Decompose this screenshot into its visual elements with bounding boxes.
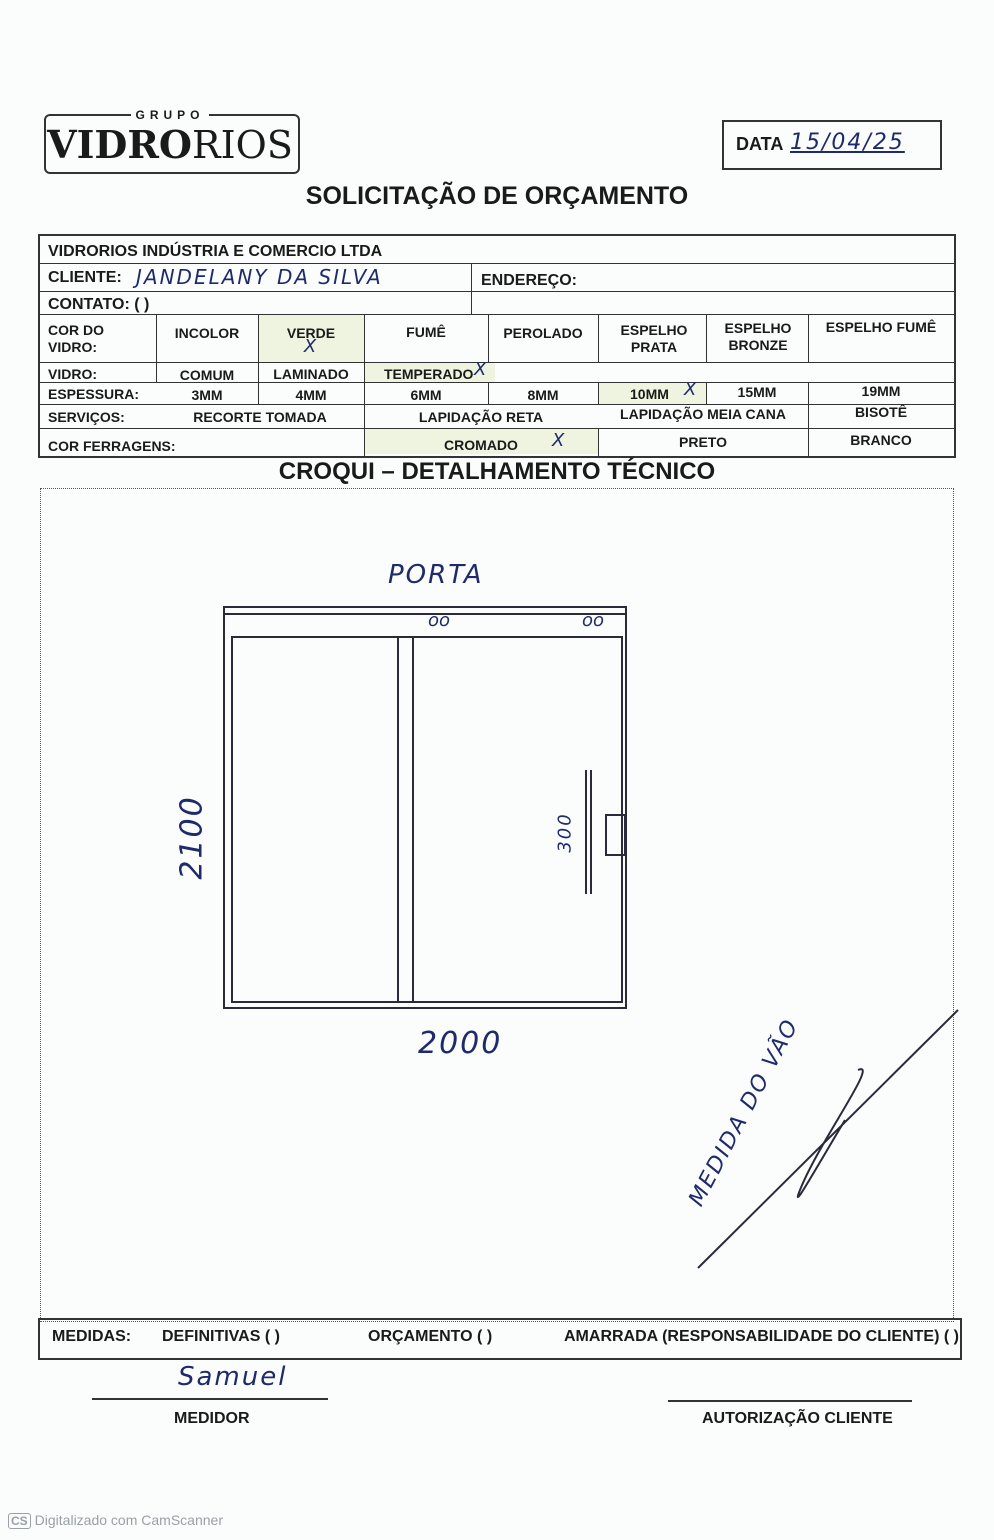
medidas-label: MEDIDAS: — [52, 1328, 132, 1345]
cliente-label: AUTORIZAÇÃO CLIENTE — [702, 1410, 893, 1427]
date-value: 15/04/25 — [790, 130, 905, 155]
servicos-label: SERVIÇOS: — [48, 409, 125, 425]
option-laminado: LAMINADO — [273, 366, 349, 382]
option-cromado: CROMADO — [444, 437, 518, 453]
option-definitivas: DEFINITIVAS ( ) — [162, 1328, 280, 1345]
croqui-width-label: 2000 — [418, 1026, 503, 1061]
espessura-label: ESPESSURA: — [48, 386, 140, 402]
croqui-top-label: PORTA — [388, 560, 484, 590]
option-fume: FUMÊ — [406, 324, 446, 340]
option-6mm: 6MM — [410, 387, 442, 403]
option-comum: COMUM — [179, 367, 235, 383]
option-branco: BRANCO — [850, 432, 912, 448]
option-espelho-fume: ESPELHO FUMÊ — [825, 319, 937, 335]
option-orcamento: ORÇAMENTO ( ) — [368, 1328, 493, 1345]
date-label: DATA — [736, 134, 784, 154]
option-temperado: TEMPERADO — [384, 366, 474, 382]
option-perolado: PEROLADO — [503, 325, 583, 341]
company-name: VIDRORIOS INDÚSTRIA E COMERCIO LTDA — [48, 243, 383, 260]
croqui-title: CROQUI – DETALHAMENTO TÉCNICO — [278, 458, 716, 485]
option-4mm: 4MM — [295, 387, 327, 403]
option-8mm: 8MM — [527, 387, 559, 403]
contato-label: CONTATO: ( ) — [48, 296, 150, 313]
option-amarrada: AMARRADA (RESPONSABILIDADE DO CLIENTE) ( ) — [564, 1328, 959, 1345]
croqui-height-label: 2100 — [174, 795, 210, 880]
option-15mm: 15MM — [737, 384, 777, 400]
option-recorte-tomada: RECORTE TOMADA — [193, 409, 327, 425]
option-incolor: INCOLOR — [174, 325, 240, 341]
mark-temperado: X — [474, 359, 489, 380]
option-bisote: BISOTÊ — [854, 404, 908, 420]
page-title: SOLICITAÇÃO DE ORÇAMENTO — [305, 182, 689, 210]
cliente-signature-line — [668, 1400, 912, 1402]
logo-grupo-text: GRUPO — [44, 108, 296, 122]
option-espelho-bronze: ESPELHO BRONZE — [724, 320, 792, 353]
option-lapidacao-meia-cana: LAPIDAÇÃO MEIA CANA — [620, 406, 786, 422]
croqui-handle-label: 300 — [554, 812, 576, 853]
medidor-signature: Samuel — [178, 1362, 288, 1392]
medidor-label: MEDIDOR — [174, 1410, 250, 1427]
mark-verde: X — [303, 336, 319, 357]
logo-brand-bold: VIDRO — [47, 122, 193, 167]
door-frame-outer — [224, 607, 626, 1008]
option-3mm: 3MM — [191, 387, 223, 403]
croqui-note: MEDIDA DO VÃO — [684, 1014, 805, 1211]
ferragens-label: COR FERRAGENS: — [48, 438, 176, 454]
option-espelho-prata: ESPELHO PRATA — [620, 322, 688, 355]
cliente-value: JANDELANY DA SILVA — [136, 265, 383, 289]
camscanner-icon: CS — [8, 1513, 31, 1529]
watermark-text: Digitalizado com CamScanner — [34, 1512, 223, 1528]
option-preto: PRETO — [679, 434, 727, 450]
option-10mm: 10MM — [630, 386, 669, 402]
vidro-label: VIDRO: — [48, 366, 97, 382]
option-verde: VERDE — [286, 325, 336, 341]
croqui-holes-center: oo — [428, 610, 451, 631]
mark-cromado: X — [552, 430, 567, 451]
mark-10mm: X — [684, 379, 699, 400]
logo-brand-light: RIOS — [192, 123, 293, 167]
croqui-holes-right: oo — [582, 610, 605, 631]
cliente-label: CLIENTE: — [48, 269, 122, 286]
option-19mm: 19MM — [861, 383, 901, 399]
scanner-watermark — [8, 1512, 223, 1529]
medidor-signature-line — [92, 1398, 328, 1400]
cor-vidro-label: COR DO VIDRO: — [48, 322, 104, 355]
handwritten-loop — [798, 1069, 863, 1197]
option-lapidacao-reta: LAPIDAÇÃO RETA — [418, 409, 544, 425]
endereco-label: ENDEREÇO: — [481, 272, 578, 289]
